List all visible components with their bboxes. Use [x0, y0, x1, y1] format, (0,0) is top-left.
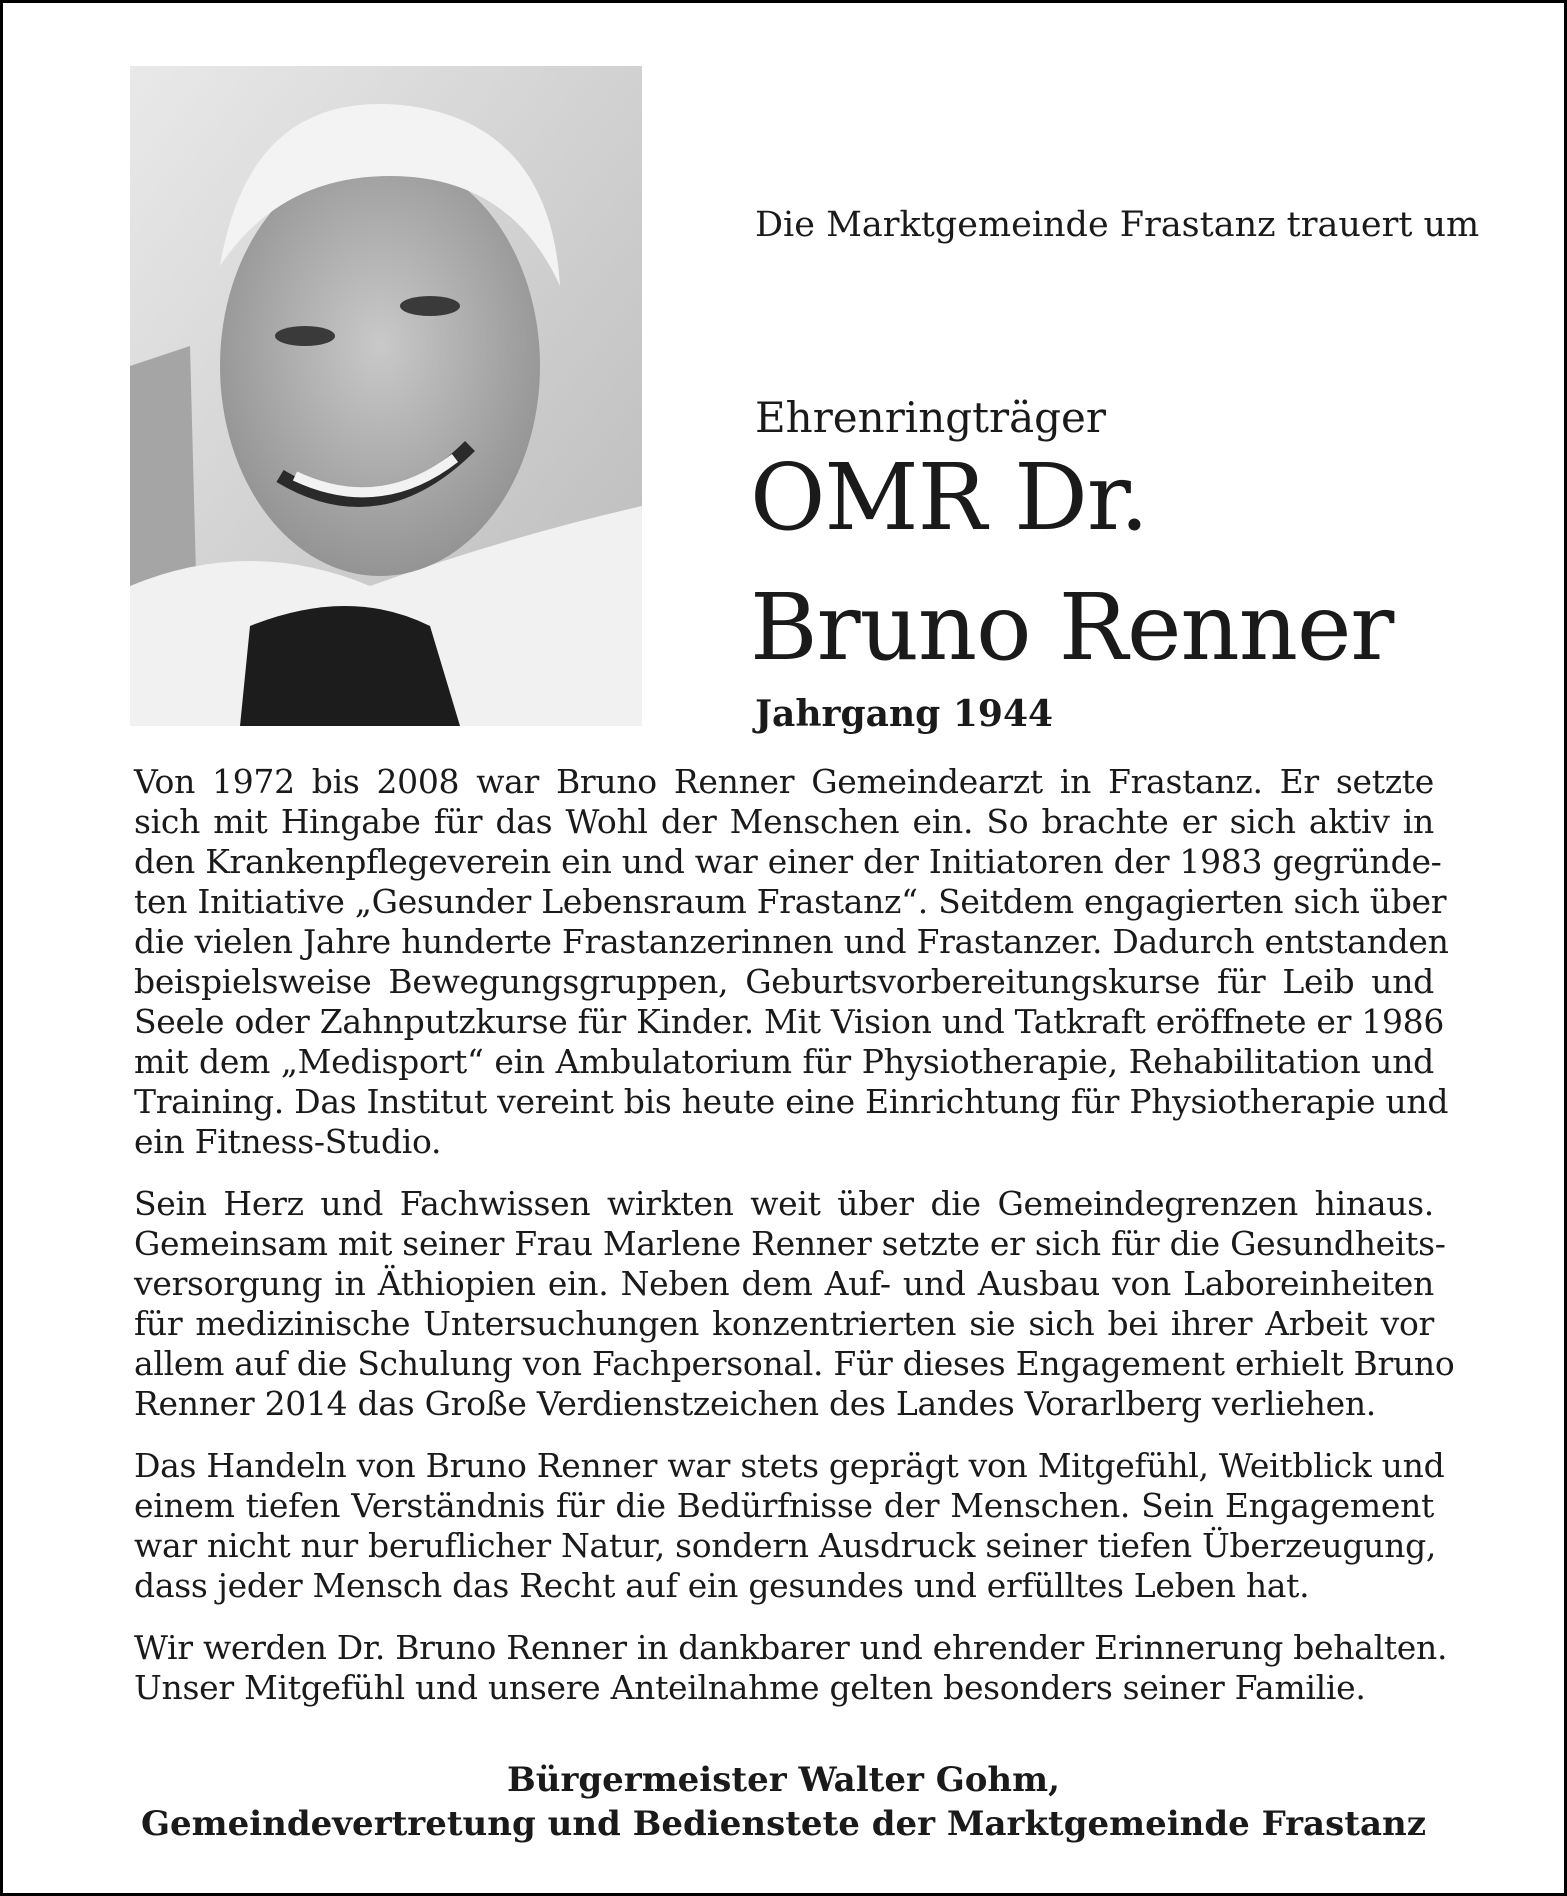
body-line: Renner 2014 das Große Verdienstzeichen des Landes Vorarlberg verliehen. [134, 1384, 1376, 1423]
portrait-photo [130, 66, 642, 726]
deceased-name-line-1: OMR Dr. [750, 444, 1149, 551]
body-line: einem tiefen Verständnis für die Bedürfnisse der Menschen. Sein Engagement [134, 1486, 1434, 1525]
body-line: beispielsweise Bewegungsgruppen, Geburtsvorbereitungskurse für Leib und [134, 962, 1434, 1001]
body-line: Wir werden Dr. Bruno Renner in dankbarer und ehrender Erinnerung behalten. [134, 1628, 1448, 1667]
deceased-name-line-2: Bruno Renner [750, 574, 1394, 681]
paragraph-1 [134, 762, 1449, 1162]
body-line: Sein Herz und Fachwissen wirkten weit über die Gemeindegrenzen hinaus. [134, 1184, 1434, 1223]
obituary-body [134, 762, 1455, 1730]
body-line: ein Fitness-Studio. [134, 1122, 442, 1161]
body-line: Training. Das Institut vereint bis heute eine Einrichtung für Physiotherapie und [134, 1082, 1449, 1121]
body-line: ten Initiative „Gesunder Lebensraum Frastanz“. Seitdem engagierten sich über [134, 882, 1447, 921]
body-line: versorgung in Äthiopien ein. Neben dem Auf- und Ausbau von Laboreinheiten [134, 1264, 1434, 1303]
body-line: Unser Mitgefühl und unsere Anteilnahme gelten besonders seiner Familie. [134, 1668, 1366, 1707]
body-line: Von 1972 bis 2008 war Bruno Renner Gemeindearzt in Frastanz. Er setzte [134, 762, 1434, 801]
paragraph-4 [134, 1628, 1448, 1708]
body-line: Gemeinsam mit seiner Frau Marlene Renner setzte er sich für die Gesundheits- [134, 1224, 1446, 1263]
body-line: allem auf die Schulung von Fachpersonal. Für dieses Engagement erhielt Bruno [134, 1344, 1455, 1383]
signature-line-1: Bürgermeister Walter Gohm, [507, 1760, 1060, 1800]
body-line: war nicht nur beruflicher Natur, sondern Ausdruck seiner tiefen Überzeugung, [134, 1526, 1437, 1565]
body-line: dass jeder Mensch das Recht auf ein gesundes und erfülltes Leben hat. [134, 1566, 1310, 1605]
body-line: den Krankenpflegeverein ein und war einer der Initiatoren der 1983 gegründe- [134, 842, 1442, 881]
intro-text: Die Marktgemeinde Frastanz trauert um [755, 205, 1480, 245]
body-line: für medizinische Untersuchungen konzentrierten sie sich bei ihrer Arbeit vor [134, 1304, 1434, 1343]
body-line: die vielen Jahre hunderte Frastanzerinnen und Frastanzer. Dadurch entstanden [134, 922, 1449, 961]
body-line: sich mit Hingabe für das Wohl der Menschen ein. So brachte er sich aktiv in [134, 802, 1434, 841]
paragraph-2 [134, 1184, 1455, 1424]
paragraph-3 [134, 1446, 1445, 1606]
signature-line-2: Gemeindevertretung und Bedienstete der Marktgemeinde Frastanz [140, 1804, 1426, 1844]
body-line: Das Handeln von Bruno Renner war stets geprägt von Mitgefühl, Weitblick und [134, 1446, 1445, 1485]
body-line: mit dem „Medisport“ ein Ambulatorium für Physiotherapie, Rehabilitation und [134, 1042, 1434, 1081]
body-line: Seele oder Zahnputzkurse für Kinder. Mit Vision und Tatkraft eröffnete er 1986 [134, 1002, 1445, 1041]
birth-year: Jahrgang 1944 [755, 693, 1054, 735]
honor-title: Ehrenringträger [755, 393, 1106, 442]
signature-block [0, 1758, 1567, 1846]
